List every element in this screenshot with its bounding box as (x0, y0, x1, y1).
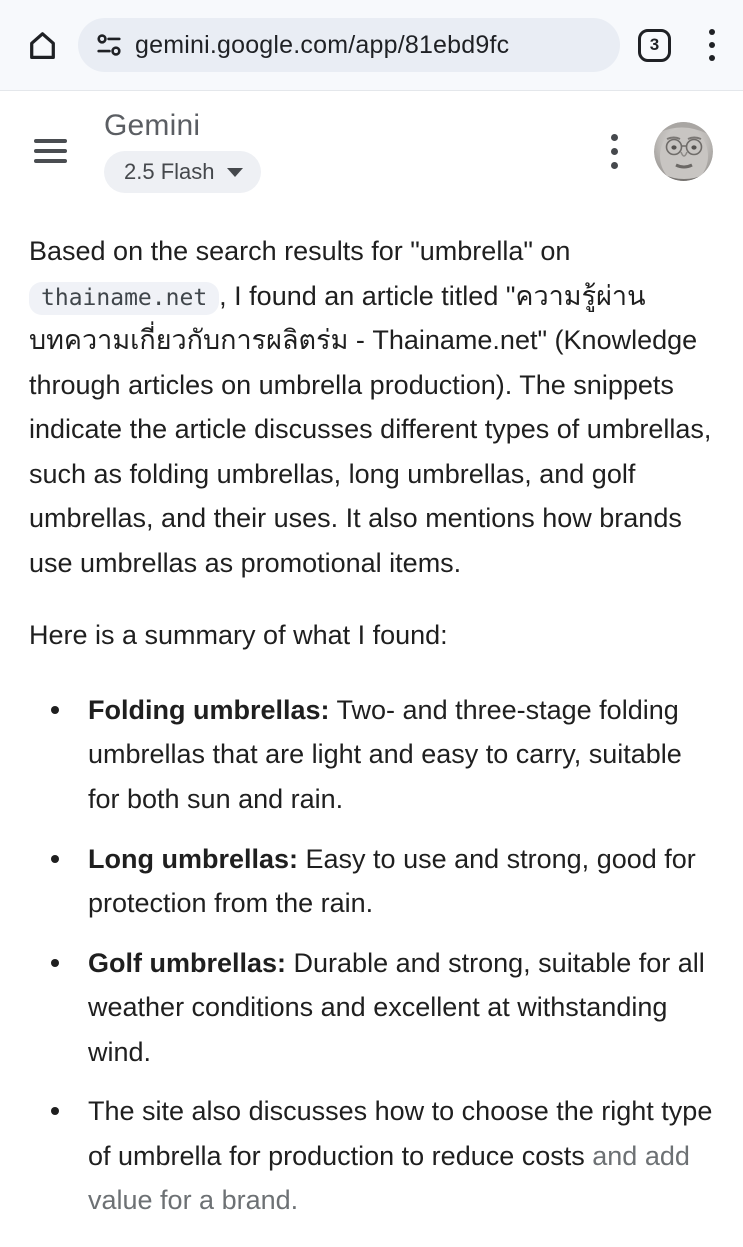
list-item-label: Folding umbrellas: (88, 694, 330, 725)
conversation-menu-button[interactable] (605, 128, 624, 175)
list-item (29, 941, 713, 1075)
home-icon (24, 27, 61, 64)
bullet-icon (51, 706, 59, 714)
main-menu-button[interactable] (34, 129, 78, 173)
site-settings-icon[interactable] (96, 32, 122, 58)
tab-count: 3 (649, 35, 660, 54)
inline-code-chip: thainame.net (29, 282, 219, 315)
app-title: Gemini (104, 109, 201, 142)
model-label: 2.5 Flash (124, 159, 215, 184)
list-item-label: Long umbrellas: (88, 843, 299, 874)
response-paragraph-2: Here is a summary of what I found: (29, 620, 448, 651)
list-item-label: Golf umbrellas: (88, 947, 287, 978)
title-stack (104, 109, 261, 193)
app-header (0, 91, 743, 203)
list-item-text: Two- and three-stage folding umbrellas that are light and easy to carry, suitable for both sun and rain. (88, 694, 682, 815)
summary-list (29, 688, 713, 1223)
assistant-response (0, 203, 743, 1223)
avatar[interactable] (654, 122, 713, 181)
tab-switcher-button[interactable] (638, 29, 671, 62)
bullet-icon (51, 959, 59, 967)
browser-chrome (0, 0, 743, 91)
model-selector[interactable] (104, 151, 261, 193)
kebab-icon (709, 29, 715, 61)
response-paragraph-1 (29, 229, 713, 585)
chevron-down-icon (227, 168, 243, 177)
list-item (29, 1089, 713, 1223)
paragraph-text: Based on the search results for "umbrella" on (29, 236, 571, 266)
list-item (29, 688, 713, 822)
list-item (29, 837, 713, 926)
list-item-text-faded: and add value for a brand. (88, 1140, 690, 1216)
home-button[interactable] (20, 23, 64, 67)
list-item-text: Durable and strong, suitable for all weather conditions and excellent at withstanding wind. (88, 947, 705, 1067)
list-item-text: Easy to use and strong, good for protection from the rain. (88, 843, 696, 919)
kebab-icon (611, 134, 618, 169)
bullet-icon (51, 855, 59, 863)
list-item-text: The site also discusses how to choose the right type of umbrella for production to reduce costs (88, 1096, 713, 1171)
paragraph-text: , I found an article titled "ความรู้ผ่านบทความเกี่ยวกับการผลิตร่ม - Thainame.net" (Knowledge through articles on umbrella production). The snippets indicate the article discusses different types of umbrellas, such as folding umbrellas, long umbrellas, and golf umbrellas, and their uses. It also mentions how brands use umbrellas as promotional items. (29, 280, 712, 578)
browser-menu-button[interactable] (703, 23, 721, 67)
hamburger-icon (34, 139, 78, 163)
url-text: gemini.google.com/app/81ebd9fc (135, 30, 510, 59)
url-bar[interactable] (78, 18, 620, 72)
bullet-icon (51, 1107, 59, 1115)
